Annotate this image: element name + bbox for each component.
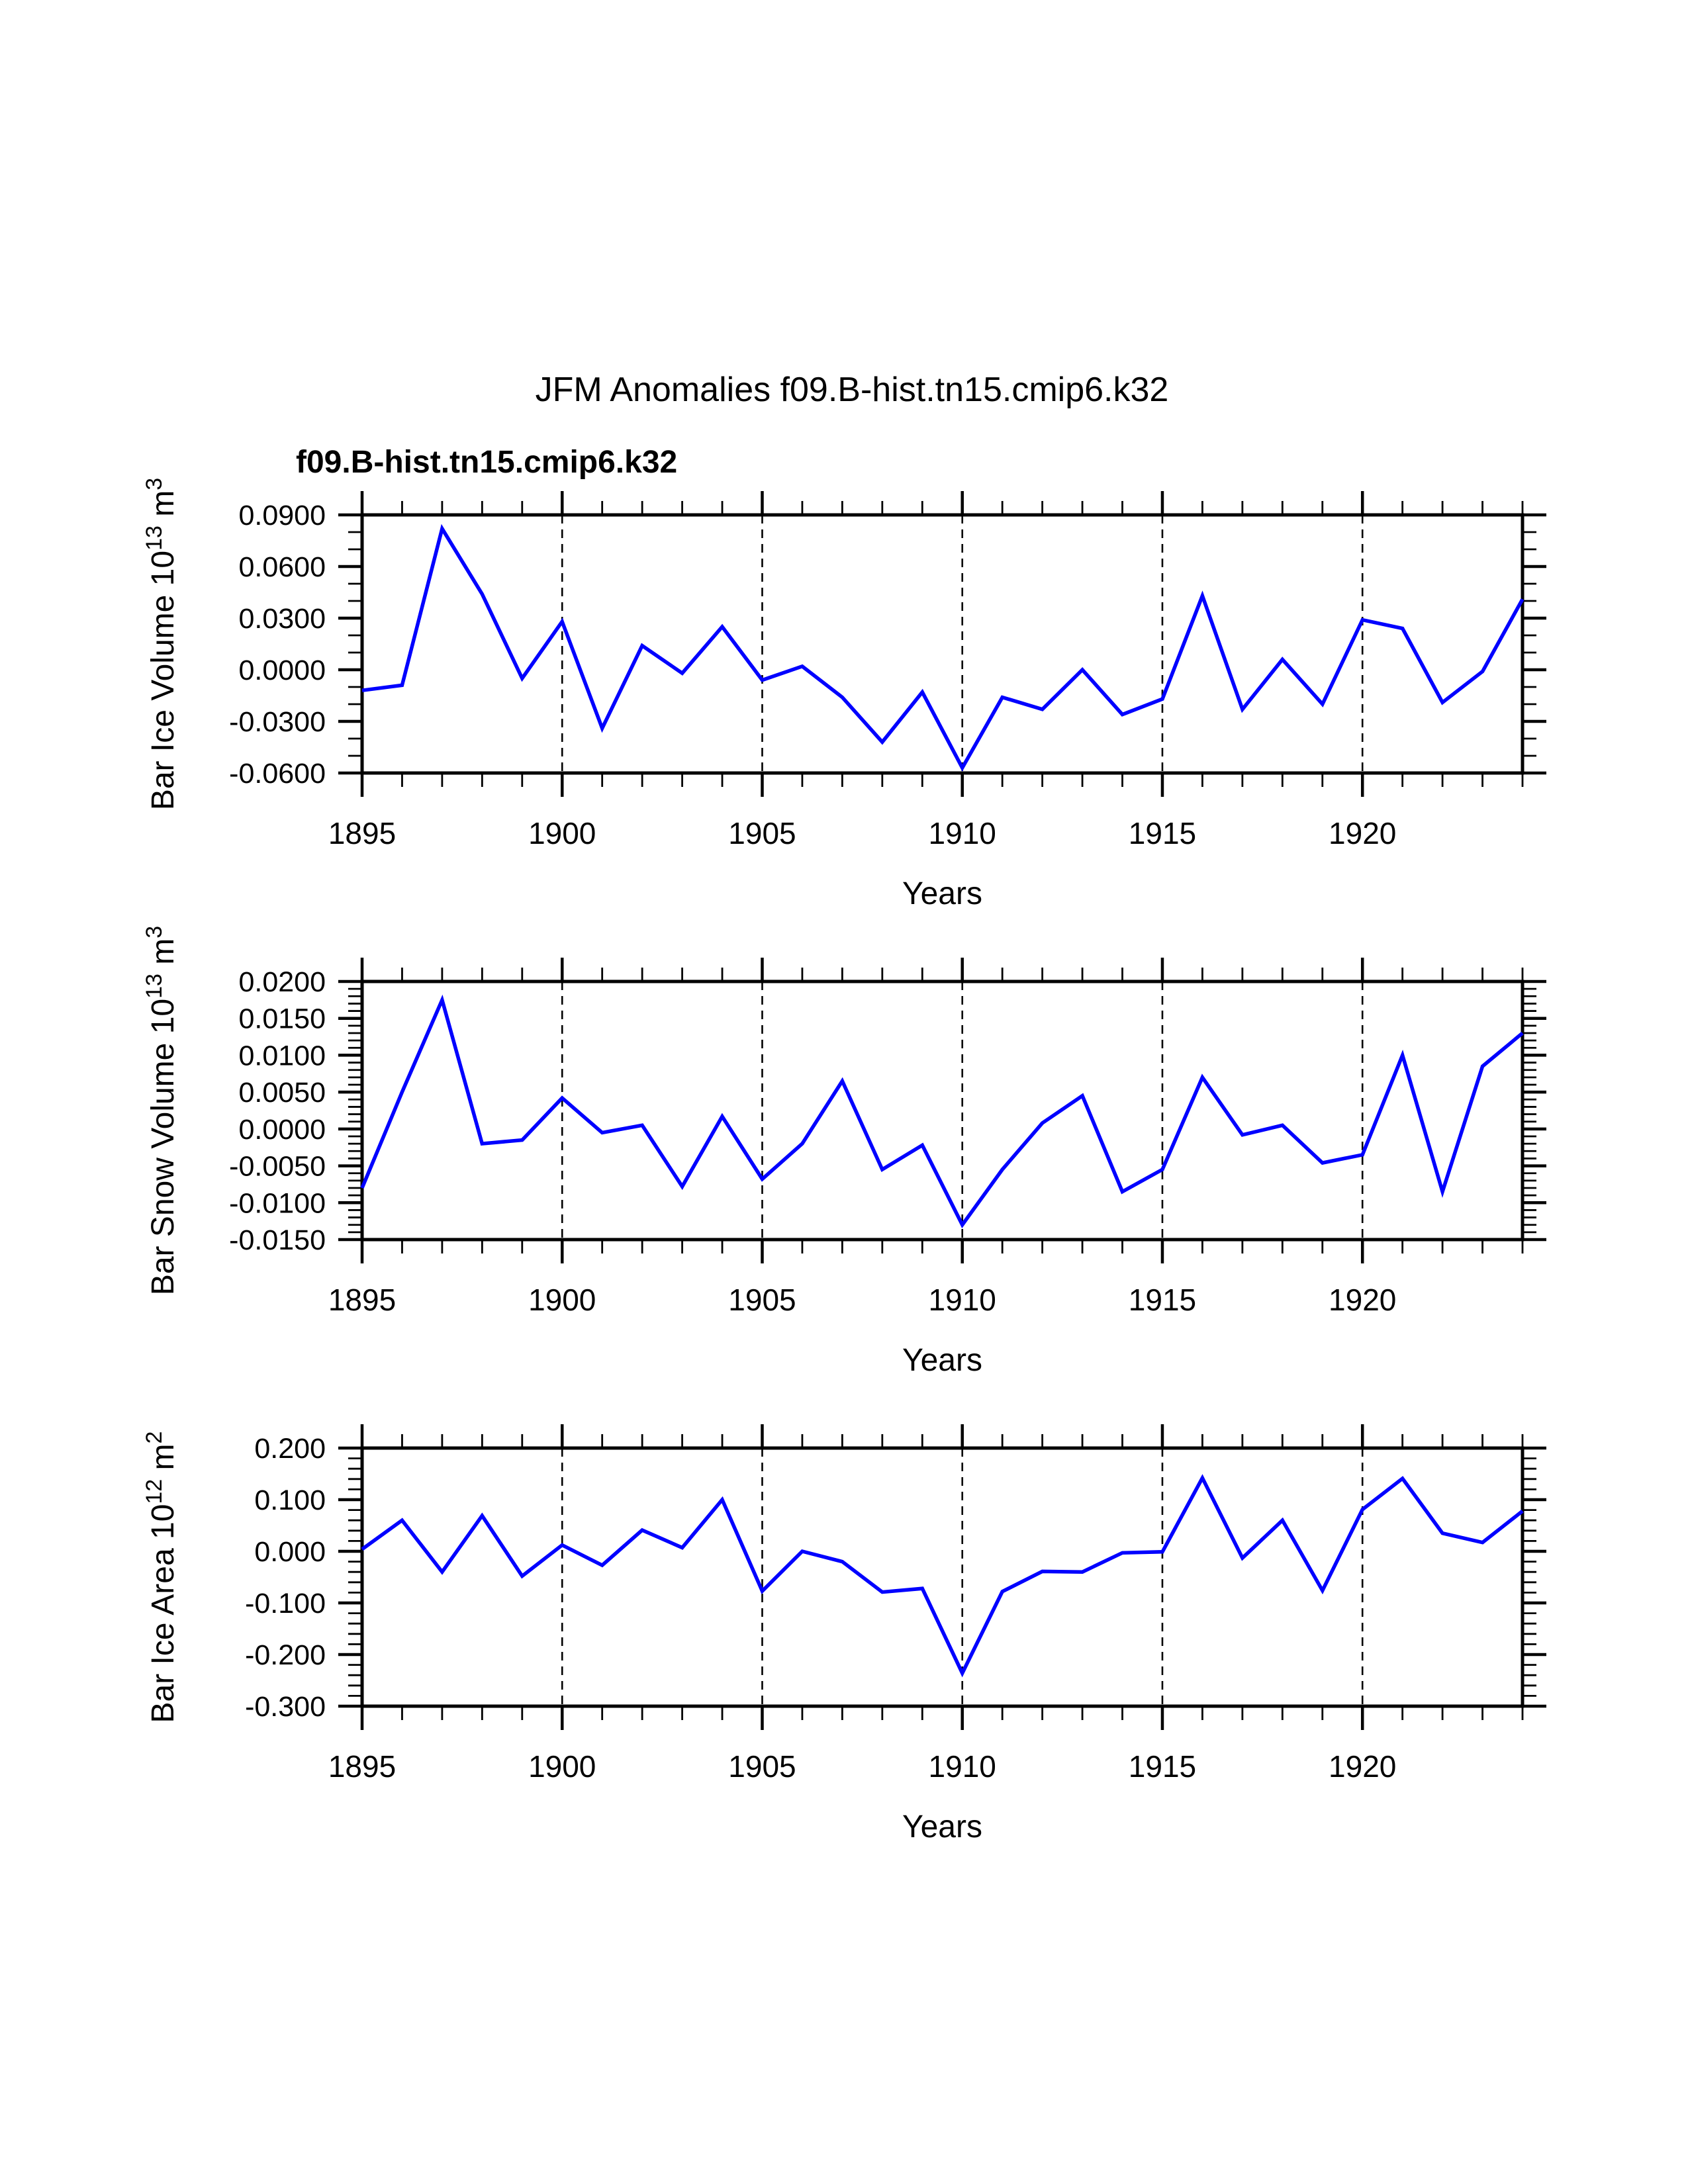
y-axis-title: Bar Ice Area $10^{12}$ $m^2$ bbox=[142, 1431, 181, 1723]
y-tick-label: -0.0100 bbox=[229, 1187, 326, 1220]
y-tick-label: -0.300 bbox=[245, 1691, 326, 1723]
y-tick-label: 0.0600 bbox=[238, 551, 326, 583]
x-tick-label: 1895 bbox=[328, 816, 397, 850]
y-axis-title: Bar Snow Volume $10^{13}$ $m^3$ bbox=[142, 925, 181, 1296]
y-tick-label: 0.200 bbox=[254, 1433, 326, 1465]
y-tick-label: 0.0300 bbox=[238, 603, 326, 635]
y-tick-label: 0.0000 bbox=[238, 655, 326, 686]
plot-frame bbox=[362, 515, 1523, 773]
x-tick-label: 1905 bbox=[728, 1749, 796, 1784]
x-tick-label: 1895 bbox=[328, 1283, 397, 1317]
panel-1 bbox=[142, 478, 1546, 911]
y-tick-label: 0.0000 bbox=[238, 1113, 326, 1146]
x-tick-label: 1900 bbox=[528, 816, 596, 850]
y-tick-label: -0.100 bbox=[245, 1588, 326, 1619]
y-tick-label: 0.0150 bbox=[238, 1003, 326, 1035]
x-tick-label: 1910 bbox=[928, 1749, 996, 1784]
data-line bbox=[362, 1000, 1523, 1225]
plot-frame bbox=[362, 1448, 1523, 1706]
y-tick-label: 0.0050 bbox=[238, 1077, 326, 1109]
y-tick-label: 0.0100 bbox=[238, 1040, 326, 1072]
x-tick-label: 1920 bbox=[1329, 1749, 1397, 1784]
panels-group bbox=[142, 478, 1546, 1844]
x-axis-title: Years bbox=[902, 1809, 982, 1844]
y-tick-label: -0.0150 bbox=[229, 1224, 326, 1256]
x-tick-label: 1915 bbox=[1128, 1283, 1197, 1317]
x-axis-title: Years bbox=[902, 876, 982, 911]
y-tick-label: 0.0200 bbox=[238, 966, 326, 998]
x-tick-label: 1910 bbox=[928, 816, 996, 850]
x-tick-label: 1920 bbox=[1329, 1283, 1397, 1317]
x-tick-label: 1900 bbox=[528, 1749, 596, 1784]
x-tick-label: 1910 bbox=[928, 1283, 996, 1317]
x-tick-label: 1900 bbox=[528, 1283, 596, 1317]
y-tick-label: -0.0600 bbox=[229, 758, 326, 790]
panel-2 bbox=[142, 926, 1546, 1378]
main-title: JFM Anomalies f09.B-hist.tn15.cmip6.k32 bbox=[535, 371, 1169, 409]
x-tick-label: 1920 bbox=[1329, 816, 1397, 850]
y-tick-label: -0.0050 bbox=[229, 1150, 326, 1183]
plot-frame bbox=[362, 981, 1523, 1240]
panel-subtitle: f09.B-hist.tn15.cmip6.k32 bbox=[296, 445, 678, 480]
y-tick-label: -0.0300 bbox=[229, 706, 326, 738]
y-tick-label: 0.000 bbox=[254, 1536, 326, 1568]
data-line bbox=[362, 529, 1523, 768]
y-axis-title: Bar Ice Volume $10^{13}$ $m^3$ bbox=[142, 477, 181, 811]
y-tick-label: 0.100 bbox=[254, 1484, 326, 1516]
x-tick-label: 1895 bbox=[328, 1749, 397, 1784]
data-line bbox=[362, 1478, 1523, 1673]
panel-3 bbox=[142, 1424, 1546, 1844]
x-tick-label: 1915 bbox=[1128, 1749, 1197, 1784]
x-tick-label: 1905 bbox=[728, 1283, 796, 1317]
x-tick-label: 1905 bbox=[728, 816, 796, 850]
x-tick-label: 1915 bbox=[1128, 816, 1197, 850]
y-tick-label: 0.0900 bbox=[238, 500, 326, 531]
y-tick-label: -0.200 bbox=[245, 1639, 326, 1671]
x-axis-title: Years bbox=[902, 1343, 982, 1378]
